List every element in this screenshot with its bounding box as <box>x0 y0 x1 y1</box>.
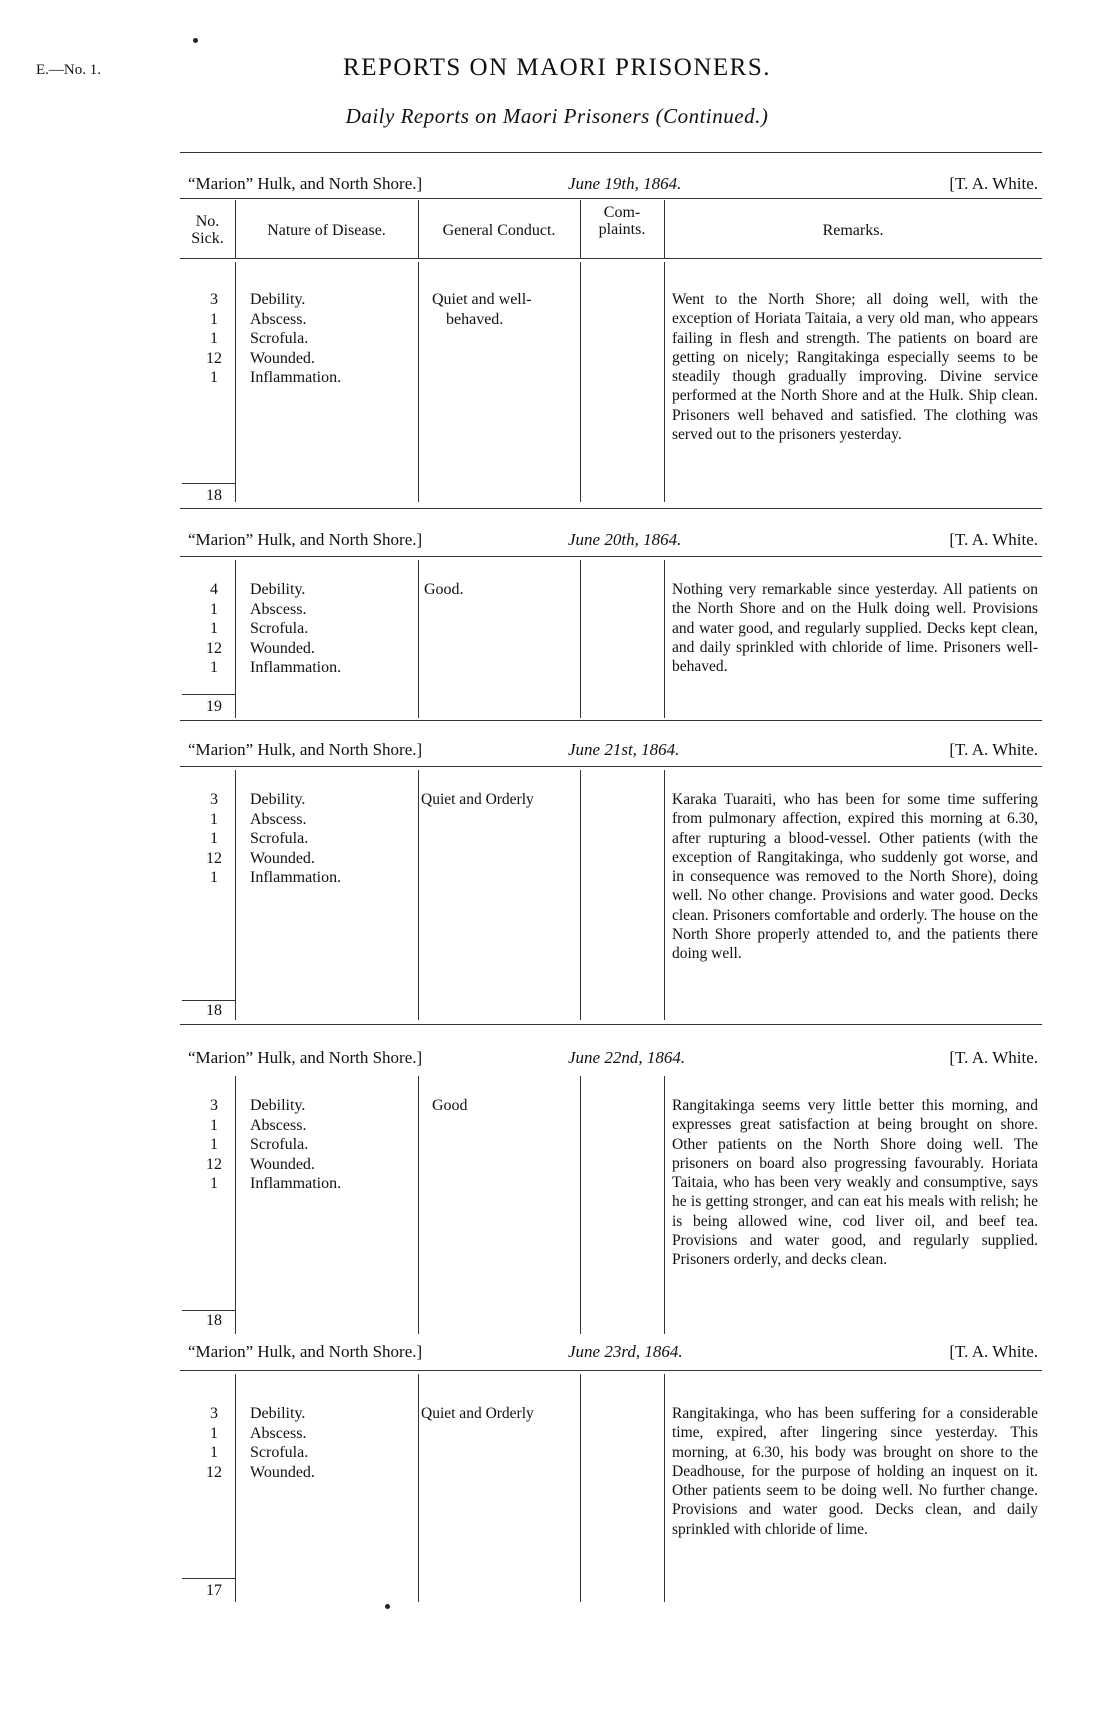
section-rule <box>180 1024 1042 1025</box>
total-rule <box>182 483 235 484</box>
top-rule <box>180 152 1042 153</box>
column-divider <box>235 262 236 502</box>
report-officer: [T. A. White. <box>949 740 1038 759</box>
sick-total: 17 <box>206 1582 222 1599</box>
general-conduct: Quiet and Orderly <box>421 791 534 808</box>
remarks-text: Karaka Tuaraiti, who has been for some time suffering from pulmonary affection, expired this morning at 6.30, after rupturing a blood-vessel. Other patients (with the exception of Rangitakinga, who suddenly got worse, and in consequence was removed to the North Shore), doing well. No other change. Provisions and water good. Decks clean. Prisoners comfortable and orderly. The house on the North Shore properly attended to, and the patients there doing well. <box>672 791 1038 963</box>
column-header-complaints: Com- plaints. <box>598 204 646 238</box>
report-date: June 19th, 1864. <box>568 174 682 193</box>
column-divider <box>418 262 419 502</box>
section-rule <box>180 556 1042 557</box>
column-divider <box>418 560 419 718</box>
disease-list: Debility. Abscess. Scrofula. Wounded. Inflammation. <box>250 791 342 886</box>
page-title: REPORTS ON MAORI PRISONERS. <box>343 54 771 81</box>
column-divider <box>580 1374 581 1602</box>
sick-total: 18 <box>206 487 222 504</box>
report-place: “Marion” Hulk, and North Shore.] <box>188 530 423 549</box>
report-date: June 23rd, 1864. <box>568 1342 683 1361</box>
report-officer: [T. A. White. <box>949 1048 1038 1067</box>
column-divider <box>580 560 581 718</box>
report-header <box>188 174 1038 194</box>
column-head-rule <box>180 258 1042 259</box>
column-header-remarks: Remarks. <box>822 222 884 239</box>
column-divider <box>664 770 665 1020</box>
column-header-disease: Nature of Disease. <box>267 222 386 239</box>
section-rule <box>180 766 1042 767</box>
sick-total: 18 <box>206 1312 222 1329</box>
section-rule <box>180 508 1042 509</box>
report-header <box>188 740 1038 760</box>
column-divider <box>418 1076 419 1334</box>
total-rule <box>182 694 235 695</box>
report-place: “Marion” Hulk, and North Shore.] <box>188 740 423 759</box>
printer-mark-bottom <box>385 1604 390 1609</box>
sick-count: 3 1 1 12 1 <box>206 791 222 886</box>
report-date: June 22nd, 1864. <box>568 1048 686 1067</box>
disease-list: Debility. Abscess. Scrofula. Wounded. Inflammation. <box>250 1097 342 1192</box>
column-header-sick: No. Sick. <box>191 213 224 247</box>
column-divider <box>580 262 581 502</box>
section-rule <box>180 198 1042 199</box>
total-rule <box>182 1000 235 1001</box>
column-divider <box>418 1374 419 1602</box>
disease-list: Debility. Abscess. Scrofula. Wounded. <box>250 1405 315 1481</box>
column-divider <box>418 770 419 1020</box>
remarks-text: Went to the North Shore; all doing well, with the exception of Horiata Taitaia, a very old man, who appears failing in flesh and strength. The patients on board are getting on nicely; Rangitakinga especially seems to be steadily though gradually improving. Divine service performed at the North Shore and at the Hulk. Ship clean. Prisoners well behaved and satisfied. The clothing was served out to the prisoners yesterday. <box>672 291 1038 444</box>
page-reference: E.—No. 1. <box>36 62 101 78</box>
report-officer: [T. A. White. <box>949 174 1038 193</box>
section-rule <box>180 720 1042 721</box>
sick-total: 19 <box>206 698 222 715</box>
remarks-text: Rangitakinga, who has been suffering for a considerable time, expired, after lingering since yesterday. This morning, at 6.30, his body was brought on shore to the Deadhouse, for the purpose of holding an inquest on it. Other patients seem to be doing well. No further change. Provisions and water good. Decks clean, and daily sprinkled with chloride of lime. <box>672 1405 1038 1538</box>
column-divider <box>235 770 236 1020</box>
remarks-text: Nothing very remarkable since yesterday. All patients on the North Shore and on the Hulk doing well. Provisions and water good, and regularly supplied. Decks kept clean, and daily sprinkled with chloride of lime. Prisoners well-behaved. <box>672 581 1038 676</box>
disease-list: Debility. Abscess. Scrofula. Wounded. Inflammation. <box>250 291 342 386</box>
column-divider <box>664 560 665 718</box>
sick-count: 3 1 1 12 1 <box>206 1097 222 1192</box>
remarks-text: Rangitakinga seems very little better this morning, and expresses great satisfaction at being brought on shore. Other patients on the North Shore doing well. The prisoners on board also progressing favourably. Horiata Taitaia, who has been very weakly and consumptive, says he is getting stronger, and can eat his meals with relish; he is being allowed wine, cod liver oil, and beef tea. Provisions and water good, and regularly supplied. Prisoners orderly, and decks clean. <box>672 1097 1038 1269</box>
column-divider <box>664 262 665 502</box>
sick-count: 3 1 1 12 <box>206 1405 222 1481</box>
report-officer: [T. A. White. <box>949 530 1038 549</box>
column-divider <box>580 770 581 1020</box>
column-divider <box>235 560 236 718</box>
disease-list: Debility. Abscess. Scrofula. Wounded. Inflammation. <box>250 581 342 676</box>
report-place: “Marion” Hulk, and North Shore.] <box>188 174 423 193</box>
report-header <box>188 1048 1038 1068</box>
total-rule <box>182 1578 235 1579</box>
report-officer: [T. A. White. <box>949 1342 1038 1361</box>
column-header-conduct: General Conduct. <box>442 222 556 239</box>
printer-mark-top <box>193 38 198 43</box>
report-place: “Marion” Hulk, and North Shore.] <box>188 1048 423 1067</box>
column-divider <box>235 1076 236 1334</box>
total-rule <box>182 1310 235 1311</box>
report-header <box>188 1342 1038 1362</box>
column-divider <box>664 1076 665 1334</box>
report-header <box>188 530 1038 550</box>
general-conduct: Good <box>432 1097 468 1114</box>
sick-count: 4 1 1 12 1 <box>206 581 222 676</box>
report-date: June 21st, 1864. <box>568 740 680 759</box>
general-conduct: Quiet and well- behaved. <box>432 291 532 328</box>
section-rule <box>180 1370 1042 1371</box>
sick-count: 3 1 1 12 1 <box>206 291 222 386</box>
column-divider <box>235 1374 236 1602</box>
sick-total: 18 <box>206 1002 222 1019</box>
column-divider <box>664 1374 665 1602</box>
report-date: June 20th, 1864. <box>568 530 682 549</box>
report-place: “Marion” Hulk, and North Shore.] <box>188 1342 423 1361</box>
page-subtitle: Daily Reports on Maori Prisoners (Continued.) <box>345 104 769 128</box>
general-conduct: Quiet and Orderly <box>421 1405 534 1422</box>
general-conduct: Good. <box>424 581 464 598</box>
column-divider <box>580 1076 581 1334</box>
